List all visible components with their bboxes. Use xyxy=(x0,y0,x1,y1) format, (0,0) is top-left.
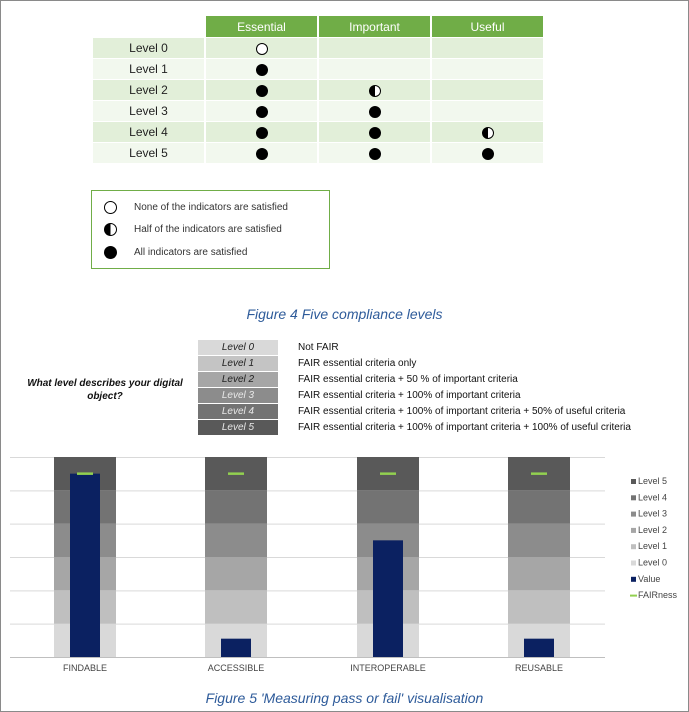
level-key-desc-5: FAIR essential criteria + 100% of important criteria + 100% of useful criteria xyxy=(298,422,631,433)
table-cell xyxy=(319,101,430,121)
value-bar xyxy=(524,639,554,657)
x-tick-label: INTEROPERABLE xyxy=(350,663,426,673)
value-bar xyxy=(70,474,100,657)
legend-swatch xyxy=(631,479,636,484)
half-circle-icon xyxy=(369,85,381,97)
legend-label: Level 3 xyxy=(638,508,668,519)
level-label: Level 1 xyxy=(93,59,204,79)
band-level-1 xyxy=(205,590,267,623)
legend-swatch xyxy=(631,577,636,582)
table-cell xyxy=(319,143,430,163)
table-row xyxy=(93,122,543,142)
value-bar xyxy=(221,639,251,657)
legend-label: Value xyxy=(638,573,661,584)
header-useful: Useful xyxy=(432,16,543,37)
full-circle-icon xyxy=(256,127,268,139)
table-cell xyxy=(319,38,430,58)
level-label: Level 0 xyxy=(93,38,204,58)
table-cell xyxy=(206,80,317,100)
table-row xyxy=(93,143,543,163)
value-bar xyxy=(373,540,403,657)
full-circle-icon xyxy=(256,106,268,118)
level-label: Level 4 xyxy=(93,122,204,142)
table-cell xyxy=(432,143,543,163)
full-circle-icon xyxy=(369,106,381,118)
full-circle-icon xyxy=(104,246,117,259)
table-corner xyxy=(93,16,204,37)
fairness-chart xyxy=(0,450,689,685)
level-label: Level 3 xyxy=(93,101,204,121)
legend-row-full xyxy=(104,246,247,259)
legend-row-none xyxy=(104,201,288,214)
legend-text-half: Half of the indicators are satisfied xyxy=(134,224,282,235)
table-cell xyxy=(206,143,317,163)
band-level-2 xyxy=(508,557,570,590)
legend-label: Level 4 xyxy=(638,492,668,503)
half-circle-icon xyxy=(104,223,117,236)
legend-text-none: None of the indicators are satisfied xyxy=(134,202,288,213)
band-level-1 xyxy=(508,590,570,623)
level-key-desc-1: FAIR essential criteria only xyxy=(298,358,417,369)
full-circle-icon xyxy=(369,148,381,160)
band-level-4 xyxy=(357,490,419,523)
table-cell xyxy=(319,80,430,100)
table-header-row xyxy=(93,16,543,37)
full-circle-icon xyxy=(256,85,268,97)
band-level-4 xyxy=(508,490,570,523)
table-cell xyxy=(319,59,430,79)
half-circle-icon xyxy=(482,127,494,139)
legend-label: Level 2 xyxy=(638,524,668,535)
level-key-box-4: Level 4 xyxy=(198,404,278,419)
table-cell xyxy=(432,122,543,142)
level-key-desc-4: FAIR essential criteria + 100% of important criteria + 50% of useful criteria xyxy=(298,406,626,417)
level-key-box-1: Level 1 xyxy=(198,356,278,371)
table-cell xyxy=(432,59,543,79)
header-important: Important xyxy=(319,16,430,37)
table-cell xyxy=(206,38,317,58)
level-key-box-5: Level 5 xyxy=(198,420,278,435)
level-key-box-2: Level 2 xyxy=(198,372,278,387)
legend-swatch xyxy=(631,528,636,533)
full-circle-icon xyxy=(256,64,268,76)
table-row xyxy=(93,38,543,58)
table-row xyxy=(93,80,543,100)
symbol-legend xyxy=(91,190,330,269)
level-key-desc-2: FAIR essential criteria + 50 % of important criteria xyxy=(298,374,518,385)
x-tick-label: ACCESSIBLE xyxy=(207,663,265,673)
legend-text-full: All indicators are satisfied xyxy=(134,247,248,258)
table-cell xyxy=(206,101,317,121)
question-text: What level describes your digital object? xyxy=(27,378,183,402)
legend-swatch xyxy=(631,512,636,517)
legend-swatch xyxy=(631,495,636,500)
legend-swatch xyxy=(631,544,636,549)
level-key-box-3: Level 3 xyxy=(198,388,278,403)
level-label: Level 5 xyxy=(93,143,204,163)
band-level-2 xyxy=(205,557,267,590)
legend-label: FAIRness xyxy=(638,590,678,601)
band-level-3 xyxy=(508,524,570,557)
x-tick-label: REUSABLE xyxy=(514,663,564,673)
level-key-desc-0: Not FAIR xyxy=(298,342,339,353)
empty-circle-icon xyxy=(256,43,268,55)
compliance-table xyxy=(91,15,545,164)
figure-4-caption: Figure 4 Five compliance levels xyxy=(246,306,443,322)
table-cell xyxy=(432,101,543,121)
full-circle-icon xyxy=(256,148,268,160)
table-cell xyxy=(432,80,543,100)
full-circle-icon xyxy=(482,148,494,160)
table-row xyxy=(93,101,543,121)
figure-5-caption: Figure 5 'Measuring pass or fail' visualisation xyxy=(205,690,484,706)
legend-row-half xyxy=(104,223,282,236)
legend-label: Level 1 xyxy=(638,541,668,552)
full-circle-icon xyxy=(369,127,381,139)
band-level-4 xyxy=(205,490,267,523)
table-row xyxy=(93,59,543,79)
level-key-box-0: Level 0 xyxy=(198,340,278,355)
table-cell xyxy=(432,38,543,58)
legend-label: Level 0 xyxy=(638,557,668,568)
level-key-desc-3: FAIR essential criteria + 100% of important criteria xyxy=(298,390,521,401)
table-cell xyxy=(206,59,317,79)
empty-circle-icon xyxy=(104,201,117,214)
band-level-3 xyxy=(205,524,267,557)
legend-label: Level 5 xyxy=(638,476,668,486)
table-cell xyxy=(319,122,430,142)
legend-swatch xyxy=(631,561,636,566)
x-tick-label: FINDABLE xyxy=(62,663,108,673)
table-cell xyxy=(206,122,317,142)
level-label: Level 2 xyxy=(93,80,204,100)
header-essential: Essential xyxy=(206,16,317,37)
